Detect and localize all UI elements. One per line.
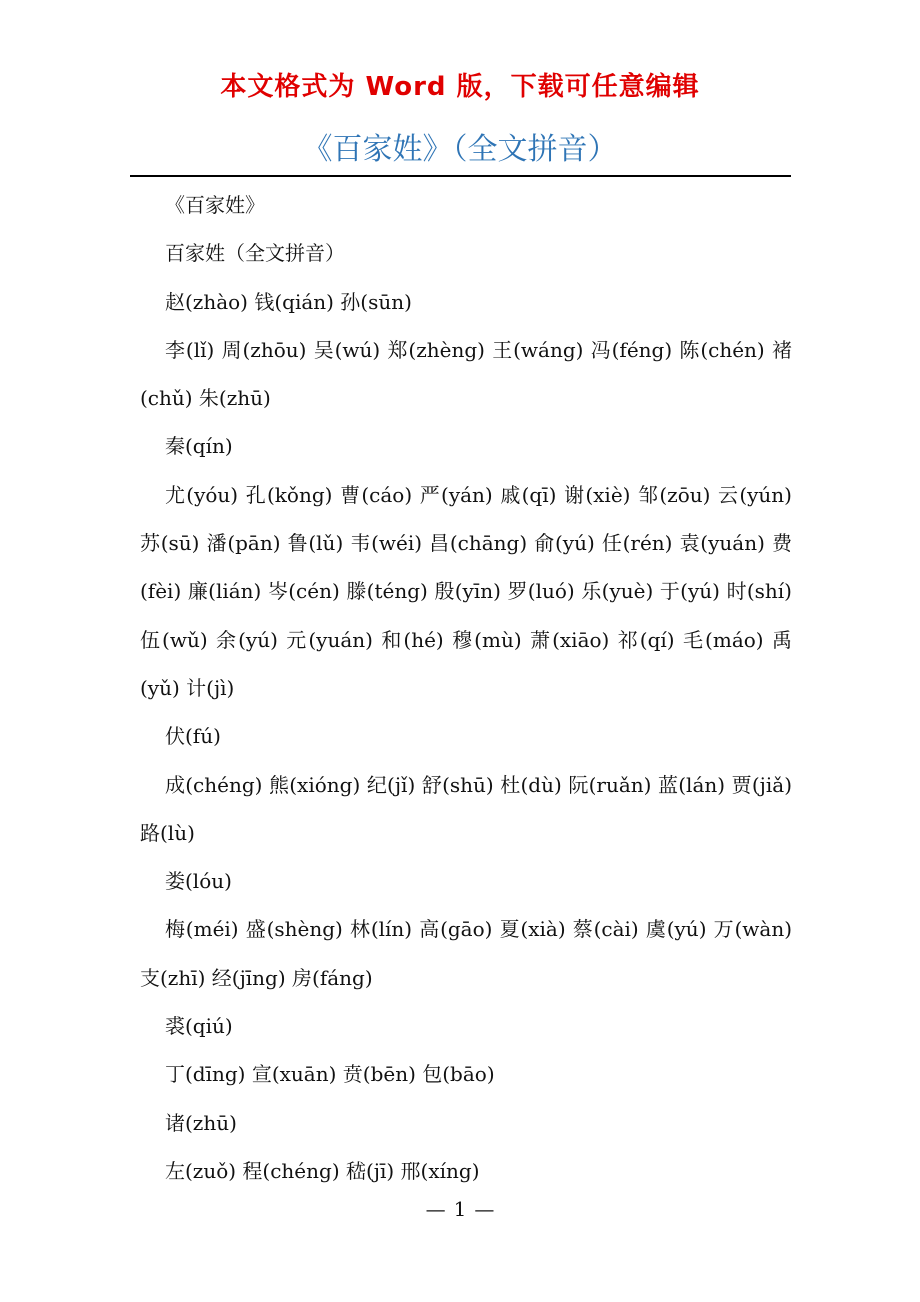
paragraph: 左(zuǒ) 程(chéng) 嵇(jī) 邢(xíng): [165, 1158, 480, 1183]
paragraph: 李(lǐ) 周(zhōu) 吴(wú) 郑(zhèng) 王(wáng) 冯(féng) 陈(chén) 褚(chǔ) 朱(zhū): [140, 337, 792, 411]
footer-dash-right: —: [474, 1197, 495, 1221]
footer-dash-left: —: [425, 1197, 446, 1221]
title-divider: [130, 175, 791, 177]
paragraph: 成(chéng) 熊(xióng) 纪(jǐ) 舒(shū) 杜(dù) 阮(ruǎn) 蓝(lán) 贾(jiǎ) 路(lù): [140, 772, 792, 845]
paragraph: 娄(lóu): [165, 869, 232, 894]
document-body: [140, 181, 792, 1195]
paragraph: 尤(yóu) 孔(kǒng) 曹(cáo) 严(yán) 戚(qī) 谢(xiè) 邹(zōu) 云(yún) 苏(sū) 潘(pān) 鲁(lǔ) 韦(wéi) 昌(chāng) 俞(yú) 任(rén) 袁(yuán) 费(fèi) 廉(lián) 岑(cén) 滕(téng) 殷(yīn) 罗(luó) 乐(yuè) 于(yú) 时(shí) 伍(wǔ) 余(yú) 元(yuán) 和(hé) 穆(mù) 萧(xiāo) 祁(qí) 毛(máo) 禹(yǔ) 计(jì): [140, 482, 792, 700]
paragraph: 梅(méi) 盛(shèng) 林(lín) 高(gāo) 夏(xià) 蔡(cài) 虞(yú) 万(wàn) 支(zhī) 经(jīng) 房(fáng): [140, 917, 792, 990]
document-title: 《百家姓》（全文拼音）: [302, 132, 618, 167]
paragraph: 伏(fú): [165, 724, 221, 749]
paragraph: 百家姓（全文拼音）: [165, 241, 345, 266]
paragraph: 《百家姓》: [165, 193, 265, 217]
page-footer: [0, 1197, 920, 1221]
paragraph: 秦(qín): [165, 434, 233, 459]
paragraph: 丁(dīng) 宣(xuān) 贲(bēn) 包(bāo): [165, 1062, 495, 1087]
page-number: 1: [453, 1197, 467, 1221]
paragraph: 赵(zhào) 钱(qián) 孙(sūn): [165, 289, 412, 314]
download-banner: 本文格式为 Word 版，下载可任意编辑: [220, 72, 700, 102]
paragraph: 诸(zhū): [165, 1110, 237, 1135]
paragraph: 裘(qiú): [165, 1014, 233, 1039]
